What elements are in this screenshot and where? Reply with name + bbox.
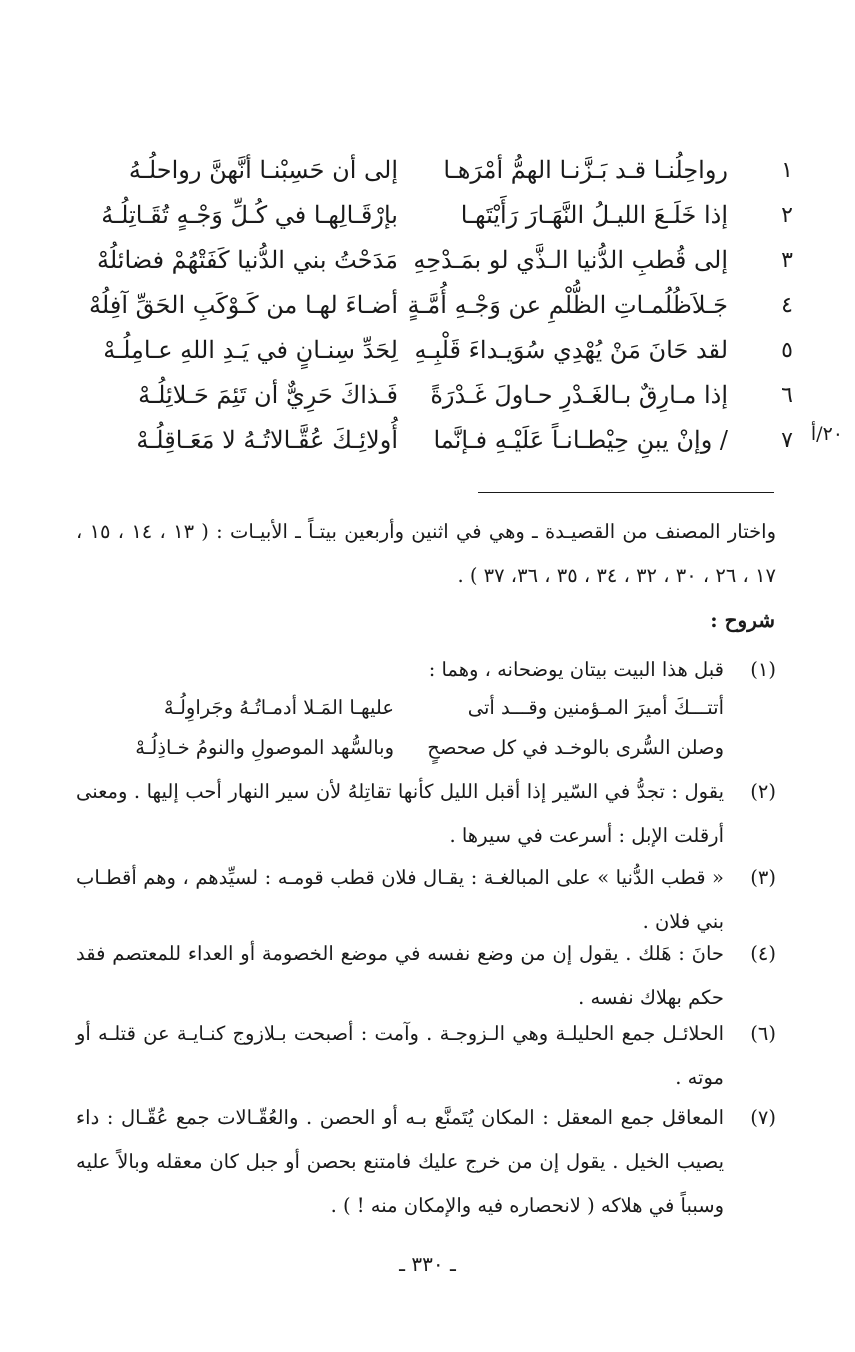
note-3 <box>76 856 776 944</box>
verse-2 <box>70 193 793 238</box>
verse-number: ٥ <box>781 338 793 363</box>
commentary-heading: شروح : <box>710 608 775 632</box>
first-hemistich: لقد حَانَ مَنْ يُهْدِي سُوَيـداءَ قَلْبِـهِ <box>414 336 728 364</box>
note-text: المعاقل جمع المعقل : المكان يُتَمنَّع بـه أو الحصن . والعُقّـالات جمع عُقّـال : داء يصيب الخيل . يقول إن من خرج عليك فامتنع بحصن أو جبل كان معقله وبالاً عليه وسبباً في هلاكه ( لانحصاره فيه والإمكان منه ! ) . <box>76 1106 724 1217</box>
verse-1 <box>70 148 793 193</box>
note-number: (٦) <box>750 1022 776 1045</box>
note-4 <box>76 932 776 1020</box>
second-hemistich: إلى أن حَسِبْنـا أنَّهنَّ رواحلُـهُ <box>128 156 398 184</box>
note-1 <box>76 648 776 692</box>
verse-6 <box>70 373 793 418</box>
note-number: (٤) <box>750 942 776 965</box>
second-hemistich: لِحَدِّ سِنـانٍ في يَـدِ اللهِ عـامِلُـهْ <box>103 336 398 364</box>
note-number: (٧) <box>750 1106 776 1129</box>
note-number: (٣) <box>750 866 776 889</box>
note-text: الحلائـل جمع الحليلـة وهي الـزوجـة . وآمت : أصبحت بـلازوج كنـايـة عن قتلـه أو موته . <box>76 1022 724 1089</box>
verse-number: ٤ <box>781 293 793 318</box>
verse-number: ١ <box>781 158 793 183</box>
note-number: (١) <box>750 658 776 681</box>
intro-paragraph: واختار المصنف من القصيـدة ـ وهي في اثنين وأربعين بيتـاً ـ الأبيـات : ( ١٣ ، ١٤ ، ١٥ ، ١٧ ، ٢٦ ، ٣٠ ، ٣٢ ، ٣٤ ، ٣٥ ، ٣٦، ٣٧ ) . <box>76 520 776 587</box>
verse-number: ٢ <box>781 203 793 228</box>
verse-4 <box>70 283 793 328</box>
first-hemistich: وصلن السُّرى بالوخـد في كل صحصحٍ <box>427 736 724 759</box>
second-hemistich: عليهـا المَـلا أدمـاتُـهُ وجَراوِلُـهْ <box>163 696 394 719</box>
note-text: حانَ : هَلك . يقول إن من وضع نفسه في موضع الخصومة أو العداء للمعتصم فقد حكم بهلاك نفسه . <box>76 942 724 1009</box>
footnote-divider <box>478 492 774 493</box>
second-hemistich: أضـاءَ لهـا من كَـوْكَبِ الحَقِّ آفِلُهْ <box>89 291 398 319</box>
note-text: يقول : تجدُّ في السّير إذا أقبل الليل كأنها تقاتِلهُ لأن سير النهار أحب إليها . ومعنى أرقلت الإبل : أسرعت في سيرها . <box>76 780 724 847</box>
note-6 <box>76 1012 776 1100</box>
verse-number: ٦ <box>781 383 793 408</box>
verse-number: ٣ <box>781 248 793 273</box>
note-7 <box>76 1096 776 1228</box>
second-hemistich: مَدَحْتُ بني الدُّنيا كَفَتْهُمْ فضائلُهْ <box>96 246 398 274</box>
first-hemistich: إلى قُطبِ الدُّنيا الـذَّي لو بمَـدْحِهِ <box>413 246 728 274</box>
second-hemistich: أُولائِـكَ عُقَّـالاتُـهُ لا مَعَـاقِلُـهْ <box>136 426 398 454</box>
second-hemistich: وبالسُّهد الموصولِ والنومُ خـاذِلُـهْ <box>135 736 394 759</box>
verse-3 <box>70 238 793 283</box>
first-hemistich: إذا خَلَـعَ الليـلُ النَّهَـارَ رَأَيْتَهـا <box>460 201 728 229</box>
quoted-verse-1 <box>76 688 724 728</box>
verse-5 <box>70 328 793 373</box>
first-hemistich: أتتـــكَ أميرَ المـؤمنين وقـــد أتى <box>467 696 724 719</box>
manuscript-folio-ref: ٢٠/أ <box>810 423 843 445</box>
page-number: ـ ٣٣٠ ـ <box>399 1252 456 1276</box>
verse-7 <box>70 418 793 463</box>
verse-number: ٧ <box>781 428 793 453</box>
quoted-verses <box>76 688 724 768</box>
first-hemistich: إذا مـارِقٌ بـالغَـدْرِ حـاولَ غَـدْرَةً <box>430 381 728 409</box>
second-hemistich: بإرْقَـالِهـا في كُـلِّ وَجْـهٍ تُقَـاتِلُـهُ <box>101 201 398 229</box>
note-text: « قطب الدُّنيا » على المبالغـة : يقـال فلان قطب قومـه : لسيِّدهم ، وهم أقطـاب بني فلان . <box>76 866 724 933</box>
note-number: (٢) <box>750 780 776 803</box>
note-text: قبل هذا البيت بيتان يوضحانه ، وهما : <box>428 658 724 681</box>
first-hemistich: رواحِلُنـا قـد بَـزَّنـا الهمُّ أمْرَهـا <box>443 156 728 184</box>
second-hemistich: فَـذاكَ حَرِيٌّ أن تَئِمَ حَـلائِلُـهْ <box>138 381 398 409</box>
poem <box>70 148 793 463</box>
first-hemistich: / وإنْ يبنِ حِيْطـانـاً عَلَيْـهِ فـإنَّما <box>433 426 728 454</box>
quoted-verse-2 <box>76 728 724 768</box>
note-2 <box>76 770 776 858</box>
first-hemistich: جَـلاَظُلُمـاتِ الظُّلْمِ عن وَجْـهِ أُمَّـةٍ <box>407 291 728 319</box>
